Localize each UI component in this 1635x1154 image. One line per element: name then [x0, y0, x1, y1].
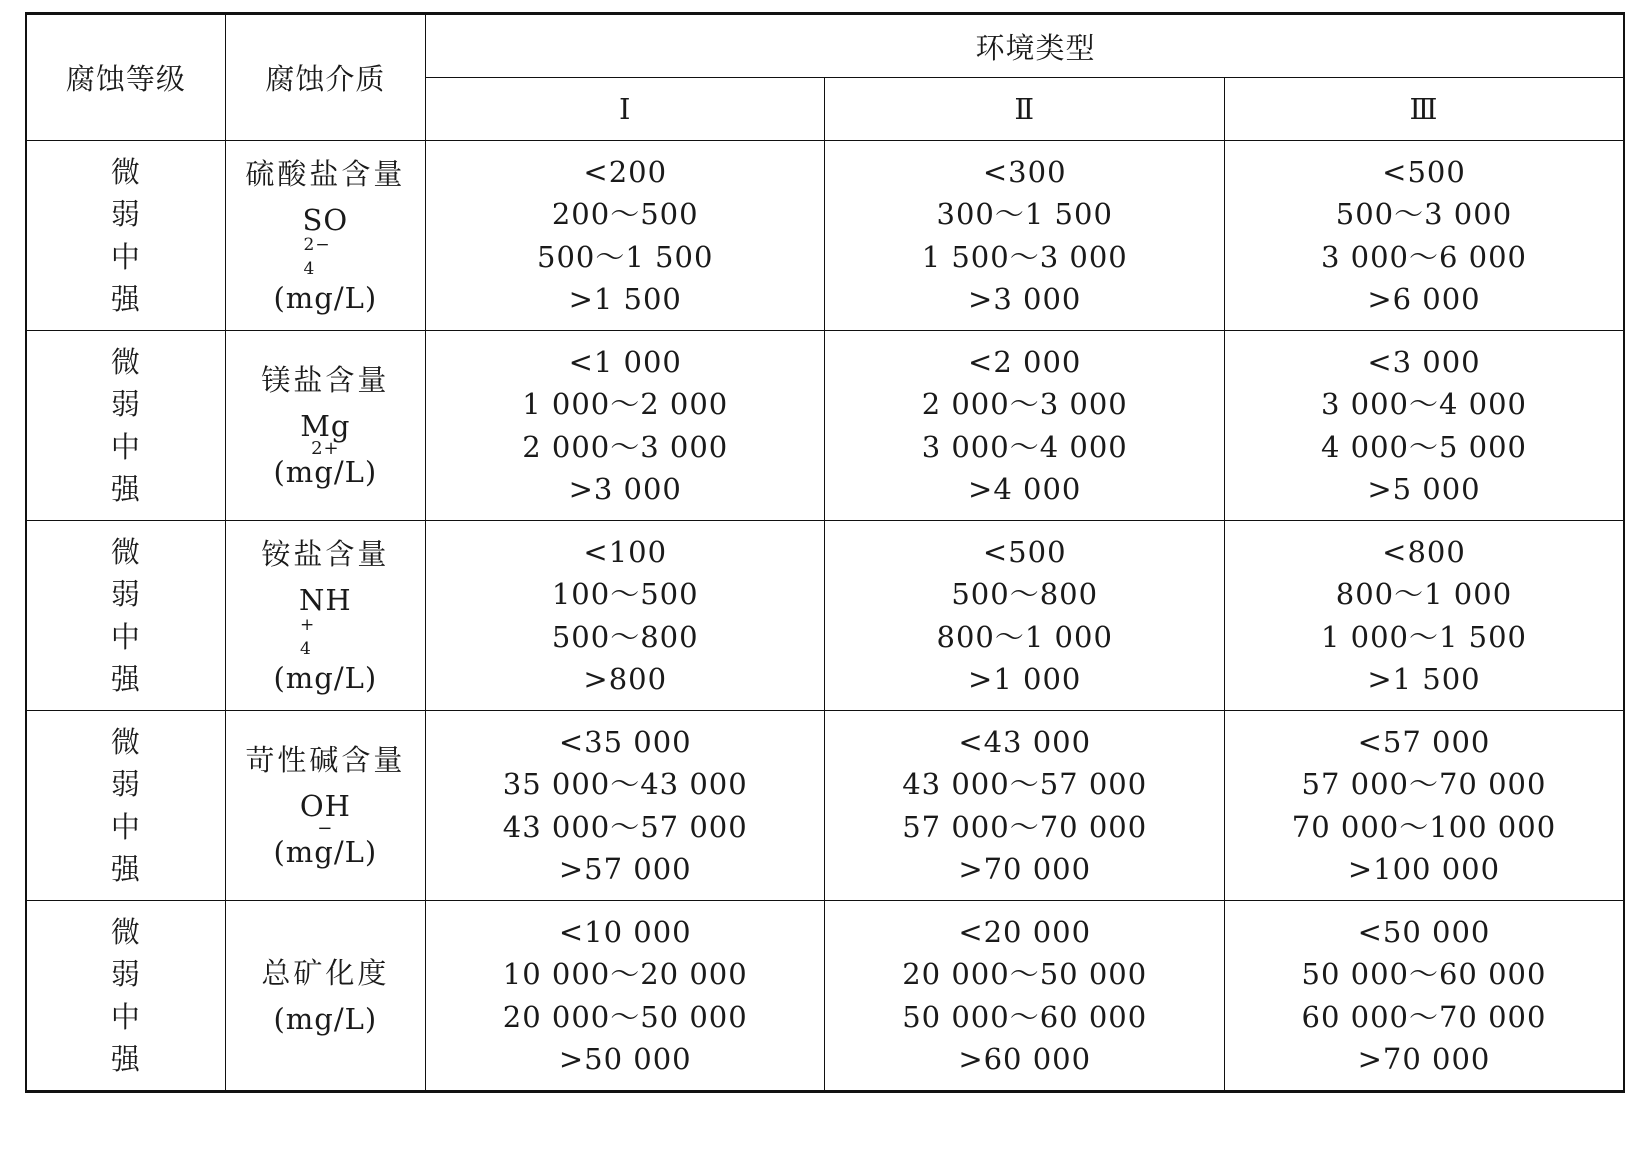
formula-base: OH: [299, 788, 351, 823]
value-range: 1 000～1 500: [1320, 619, 1527, 654]
header-row-1: [26, 14, 1624, 78]
medium-name: 总矿化度: [261, 955, 390, 990]
grade-label: 强: [110, 852, 141, 886]
value-range: 500～800: [951, 577, 1099, 611]
grade-label: 微: [110, 724, 141, 759]
value-range: 3 000～6 000: [1320, 239, 1527, 274]
header-medium: 腐蚀介质: [225, 14, 425, 141]
grade-label: 微: [110, 154, 141, 189]
type2-cell: [825, 901, 1224, 1092]
value-range: 2 000～3 000: [921, 387, 1128, 421]
table-row-ammonium: [26, 521, 1624, 711]
type2-cell: [825, 141, 1224, 331]
medium-cell: [225, 331, 425, 521]
value-range: >3 000: [568, 472, 682, 506]
value-range: 800～1 000: [936, 619, 1113, 654]
header-grade: 腐蚀等级: [26, 14, 225, 141]
value-range: >1 500: [1367, 662, 1481, 696]
value-range: 57 000～70 000: [1301, 767, 1547, 801]
grade-cell: [26, 901, 225, 1092]
type1-cell: [425, 331, 824, 521]
medium-formula: OH −: [300, 783, 351, 829]
value-range: 300～1 500: [936, 197, 1113, 231]
type1-cell: [425, 141, 824, 331]
grade-label: 弱: [110, 197, 141, 231]
medium-cell: [225, 901, 425, 1092]
grade-label: 中: [110, 239, 141, 274]
value-range: 1 500～3 000: [921, 239, 1128, 274]
type3-cell: [1224, 711, 1624, 901]
value-range: <57 000: [1357, 724, 1491, 759]
value-range: 3 000～4 000: [1320, 387, 1527, 421]
value-range: <800: [1382, 534, 1466, 569]
value-range: 3 000～4 000: [921, 429, 1128, 464]
grade-label: 强: [110, 662, 141, 696]
formula-sup: 2−: [303, 234, 331, 255]
value-range: >6 000: [1367, 282, 1481, 316]
grade-label: 中: [110, 809, 141, 844]
table-row-mineralization: [26, 901, 1624, 1092]
value-range: <50 000: [1357, 914, 1491, 949]
value-range: >100 000: [1347, 852, 1501, 886]
value-range: >60 000: [958, 1042, 1092, 1076]
value-range: 60 000～70 000: [1301, 999, 1547, 1034]
grade-label: 强: [110, 1042, 141, 1076]
grade-label: 微: [110, 914, 141, 949]
value-range: <500: [982, 534, 1067, 569]
value-range: <43 000: [958, 724, 1092, 759]
grade-label: 中: [110, 619, 141, 654]
medium-name: 硫酸盐含量: [245, 156, 406, 191]
type2-cell: [825, 331, 1224, 521]
value-range: >70 000: [1357, 1042, 1491, 1076]
value-range: >70 000: [958, 852, 1092, 886]
type3-cell: [1224, 521, 1624, 711]
value-range: >57 000: [558, 852, 692, 886]
grade-cell: [26, 711, 225, 901]
medium-formula: [299, 577, 352, 659]
medium-cell: [225, 141, 425, 331]
formula-base: NH: [299, 582, 352, 617]
value-range: 800～1 000: [1335, 577, 1513, 611]
formula-base: Mg: [300, 408, 351, 443]
value-range: 43 000～57 000: [902, 767, 1148, 801]
header-env-type: 环境类型: [425, 14, 1624, 78]
value-range: 20 000～50 000: [502, 999, 748, 1034]
medium-name: 苛性碱含量: [245, 742, 406, 777]
value-range: <35 000: [558, 724, 692, 759]
value-range: 2 000～3 000: [522, 429, 729, 464]
grade-label: 强: [110, 472, 141, 506]
value-range: <3 000: [1367, 344, 1481, 379]
table-row-sulfate: [26, 141, 1624, 331]
type3-cell: [1224, 331, 1624, 521]
value-range: >1 000: [968, 662, 1082, 696]
value-range: 4 000～5 000: [1320, 429, 1527, 464]
value-range: >4 000: [968, 472, 1082, 506]
value-range: <1 000: [568, 344, 682, 379]
value-range: 200～500: [551, 197, 699, 231]
corrosion-grade-table: [25, 12, 1625, 1093]
medium-unit: (mg/L): [273, 454, 378, 489]
value-range: <100: [583, 534, 668, 569]
grade-cell: [26, 141, 225, 331]
value-range: 500～800: [551, 619, 699, 654]
type1-cell: [425, 711, 824, 901]
grade-label: 弱: [110, 577, 141, 611]
grade-label: 弱: [110, 387, 141, 421]
value-range: 57 000～70 000: [902, 809, 1148, 844]
medium-name: 铵盐含量: [261, 536, 390, 571]
medium-name: 镁盐含量: [261, 362, 390, 397]
value-range: >3 000: [968, 282, 1082, 316]
value-range: 500～3 000: [1335, 197, 1513, 231]
type1-cell: [425, 901, 824, 1092]
medium-formula: [302, 197, 349, 279]
header-type-2: Ⅱ: [825, 78, 1224, 141]
value-range: 20 000～50 000: [902, 957, 1148, 991]
medium-unit: (mg/L): [273, 280, 378, 315]
value-range: 1 000～2 000: [522, 387, 729, 421]
value-range: <2 000: [968, 344, 1082, 379]
value-range: <10 000: [558, 914, 692, 949]
table-row-magnesium: [26, 331, 1624, 521]
medium-unit: (mg/L): [273, 834, 378, 869]
grade-cell: [26, 331, 225, 521]
value-range: >800: [583, 662, 668, 696]
grade-label: 中: [110, 999, 141, 1034]
table-row-caustic: [26, 711, 1624, 901]
grade-label: 弱: [110, 957, 141, 991]
formula-sub: 4: [300, 638, 312, 659]
grade-label: 微: [110, 344, 141, 379]
value-range: 50 000～60 000: [1301, 957, 1547, 991]
value-range: 43 000～57 000: [502, 809, 748, 844]
medium-unit: (mg/L): [273, 1001, 378, 1036]
value-range: 500～1 500: [537, 239, 714, 274]
value-range: <200: [583, 154, 668, 189]
grade-label: 微: [110, 534, 141, 569]
type3-cell: [1224, 141, 1624, 331]
value-range: 70 000～100 000: [1291, 809, 1557, 844]
value-range: >50 000: [558, 1042, 692, 1076]
value-range: <500: [1382, 154, 1466, 189]
medium-unit: (mg/L): [273, 660, 378, 695]
value-range: 35 000～43 000: [502, 767, 748, 801]
type2-cell: [825, 521, 1224, 711]
type1-cell: [425, 521, 824, 711]
grade-label: 弱: [110, 767, 141, 801]
medium-cell: [225, 521, 425, 711]
formula-sup: +: [300, 614, 316, 635]
medium-formula: Mg 2+: [300, 403, 350, 449]
value-range: <20 000: [958, 914, 1092, 949]
formula-sub: 4: [303, 258, 316, 279]
value-range: <300: [982, 154, 1067, 189]
value-range: 10 000～20 000: [502, 957, 748, 991]
header-type-1: Ⅰ: [425, 78, 824, 141]
grade-cell: [26, 521, 225, 711]
value-range: 50 000～60 000: [902, 999, 1148, 1034]
header-type-3: Ⅲ: [1224, 78, 1624, 141]
grade-label: 中: [110, 429, 141, 464]
value-range: 100～500: [551, 577, 699, 611]
grade-label: 强: [110, 282, 141, 316]
type2-cell: [825, 711, 1224, 901]
type3-cell: [1224, 901, 1624, 1092]
value-range: >5 000: [1367, 472, 1481, 506]
value-range: >1 500: [568, 282, 682, 316]
formula-base: SO: [302, 202, 349, 237]
medium-cell: [225, 711, 425, 901]
